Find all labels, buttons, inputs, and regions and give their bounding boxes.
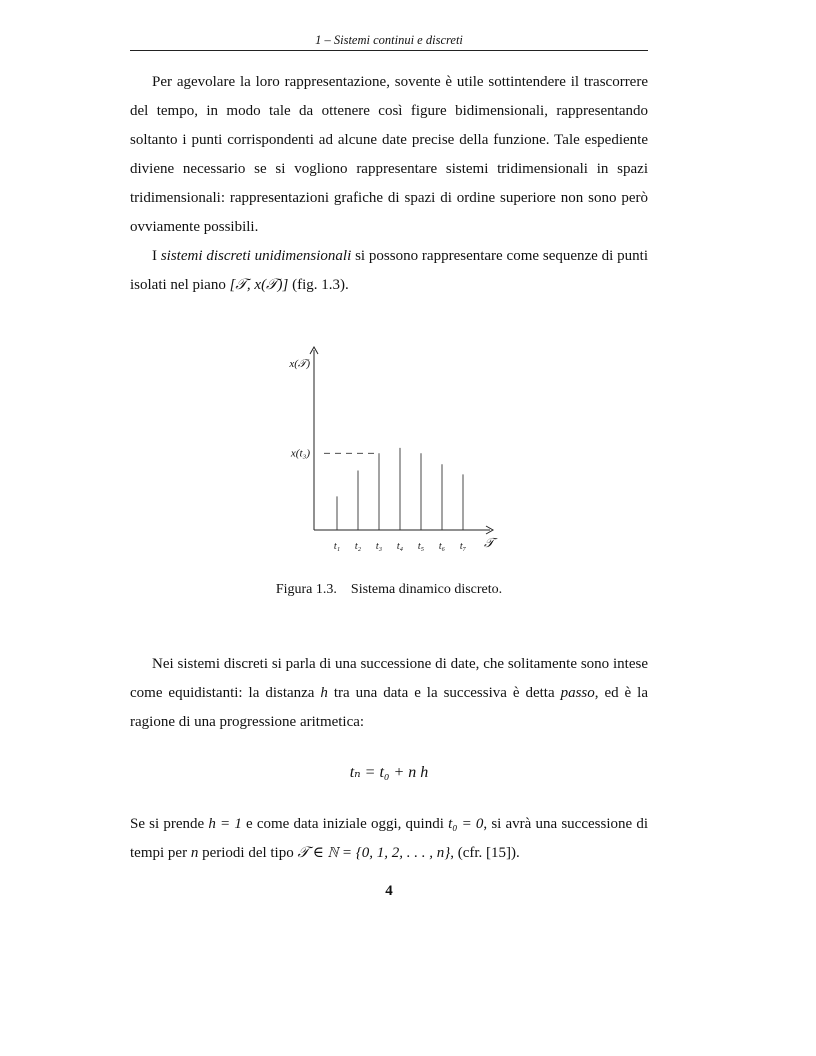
x-axis-label: 𝒯 — [484, 535, 494, 550]
p4-text-d: periodi del tipo — [198, 845, 298, 861]
p2-text-a: I — [152, 248, 161, 264]
tick-label-t4: t₄ — [396, 541, 404, 552]
tick-label-t7: t₇ — [459, 541, 467, 552]
caption-label: Figura 1.3. — [275, 582, 337, 597]
y-axis-label: x(𝒯) — [289, 358, 310, 370]
paragraph-1: Per agevolare la loro rappresentazione, sovente è utile sottintendere il trascorrere del tempo, in modo tale da ottenere così figure bidimensionali, rappresentando soltanto i punti corrispondenti ad alcune date precise della funzione. Tale espediente diviene necessario se si vogliono rappresentare sistemi tridimensionali in spazi tridimensionali: rappresentazioni grafiche di spazi di ordine superiore non sono però ovviamente possibili. — [130, 74, 648, 235]
p2-math: [𝒯, x(𝒯)] — [229, 277, 289, 293]
p4-math-2: t₀ = 0 — [448, 816, 484, 832]
tick-label-t3: t₃ — [375, 541, 383, 552]
tick-label-t2: t₂ — [354, 541, 362, 552]
p3-text-c: , ed è la ragione di una progressione aritmetica: — [130, 685, 648, 730]
p2-emphasis: sistemi discreti unidimensionali — [160, 248, 352, 264]
paragraph-4 — [130, 810, 648, 868]
header-rule — [130, 50, 648, 51]
discrete-system-chart — [270, 340, 510, 565]
p3-text-a: Nei sistemi discreti si parla di una successione di date, che solitamente sono intese come equidistanti: la distanza — [130, 656, 648, 701]
caption-text: Sistema dinamico discreto. — [350, 582, 503, 597]
p4-math-3: n — [190, 845, 199, 861]
p4-math-1: h = 1 — [208, 816, 242, 832]
p4-text-b: e come data iniziale oggi, quindi — [241, 816, 449, 832]
p2-text-b: si possono rappresentare come sequenze di punti isolati nel piano — [130, 248, 648, 293]
figure-caption — [130, 582, 648, 598]
p4-text-c: , si avrà una successione di tempi per — [130, 816, 648, 861]
tick-label-t1: t₁ — [333, 541, 341, 552]
y-reference-label: x(t₃) — [290, 447, 310, 460]
p3-text-b: tra una data e la successiva è detta — [327, 685, 561, 701]
tick-label-t5: t₅ — [417, 541, 425, 552]
p3-emphasis: passo — [560, 685, 595, 701]
p4-math-4: 𝒯 ∈ ℕ = {0, 1, 2, . . . , n} — [297, 845, 451, 861]
paragraph-3 — [130, 650, 648, 737]
p4-text-a: Se si prende — [130, 816, 209, 832]
tick-label-t6: t₆ — [438, 541, 446, 552]
page-number: 4 — [385, 883, 393, 899]
running-header: 1 – Sistemi continui e discreti — [315, 33, 463, 47]
paragraph-2 — [130, 242, 648, 300]
equation: tₙ = t₀ + n h — [349, 764, 429, 781]
p3-math-h: h — [320, 685, 328, 701]
p4-text-e: , (cfr. [15]). — [450, 845, 520, 861]
p2-text-c: (fig. 1.3). — [288, 277, 349, 293]
